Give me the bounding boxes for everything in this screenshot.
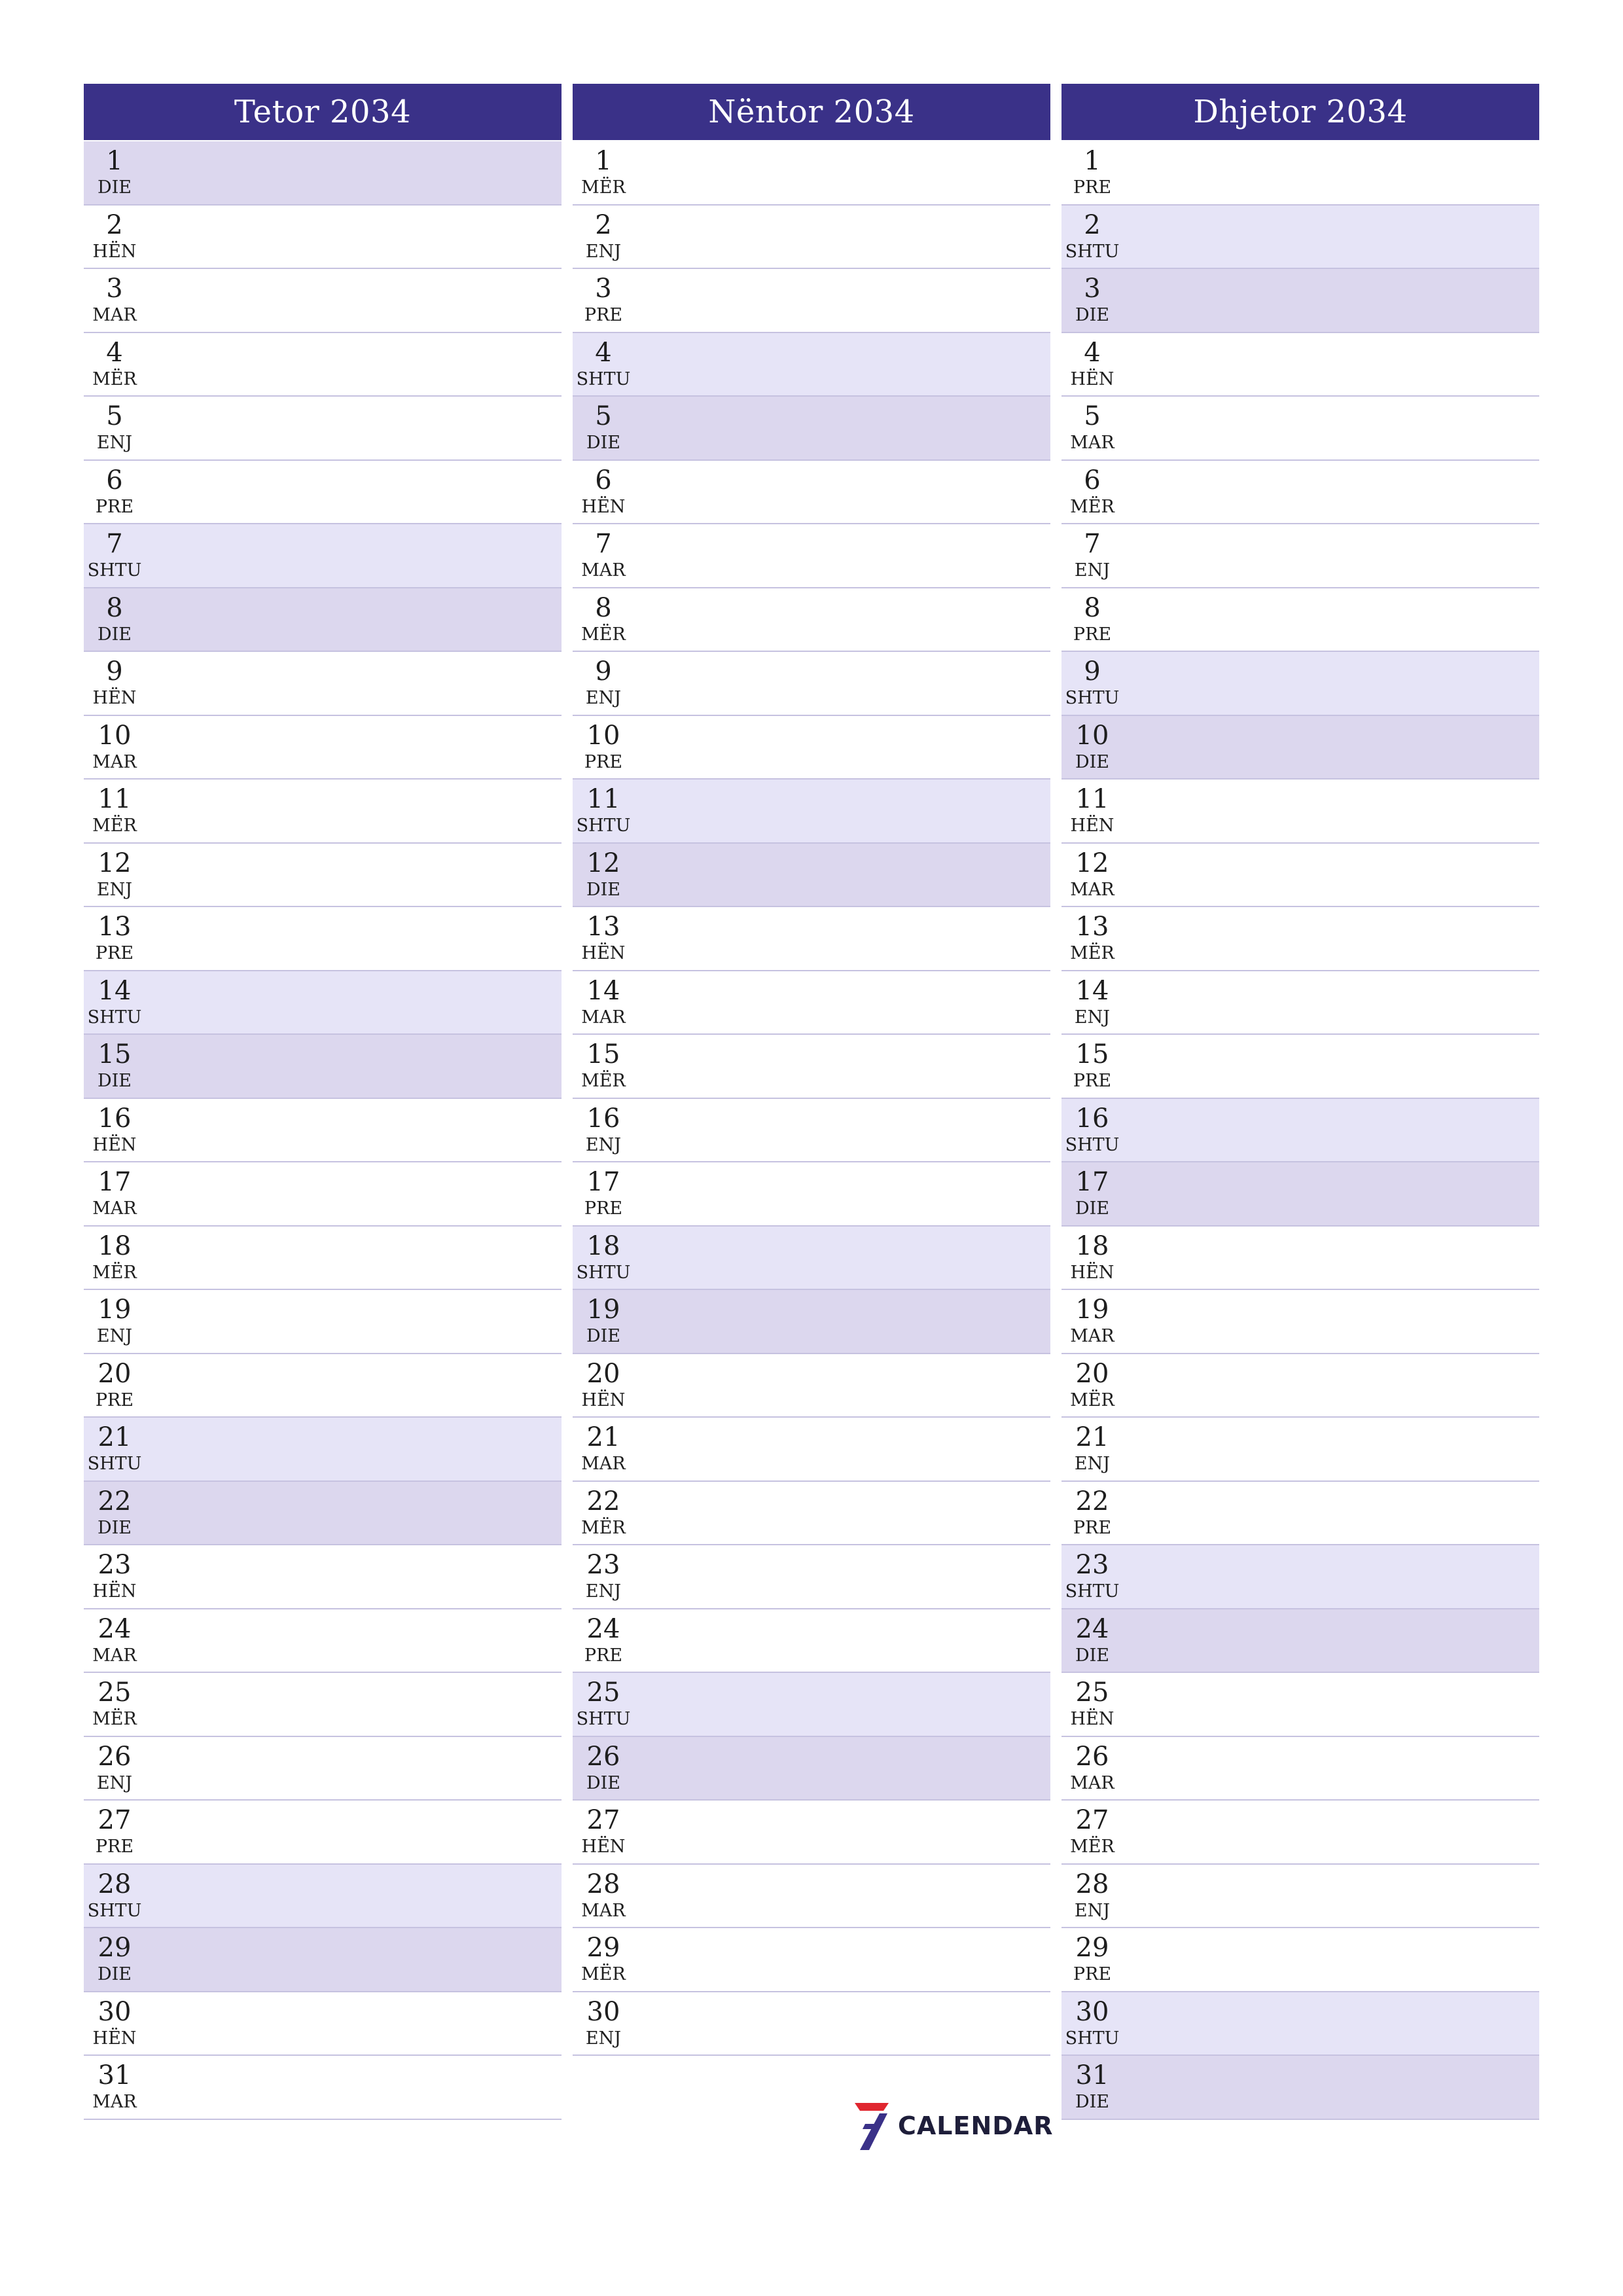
day-row: [1061, 1865, 1539, 1929]
day-name: HËN: [1070, 368, 1115, 389]
day-row: [84, 461, 562, 525]
day-number: 2: [106, 209, 123, 240]
day-row: [1061, 1545, 1539, 1609]
day-row: [84, 716, 562, 780]
day-number: 23: [586, 1550, 620, 1580]
day-name: MËR: [92, 1709, 137, 1729]
day-number: 31: [1075, 2060, 1109, 2090]
day-number: 5: [1084, 401, 1101, 431]
day-list: [84, 141, 562, 2120]
day-number: 19: [586, 1295, 620, 1325]
day-name: SHTU: [1065, 241, 1120, 262]
day-row: [573, 1227, 1050, 1291]
day-name: DIE: [586, 1772, 621, 1793]
day-row: [84, 206, 562, 270]
day-number: 27: [1075, 1805, 1109, 1835]
day-name: MËR: [1070, 1390, 1115, 1410]
day-name: ENJ: [1074, 1900, 1111, 1921]
day-number: 24: [98, 1613, 132, 1644]
day-name: MAR: [92, 1645, 137, 1666]
day-row: [573, 1035, 1050, 1099]
day-number: 26: [586, 1741, 620, 1772]
day-number: 25: [586, 1677, 620, 1708]
day-name: SHTU: [87, 1454, 142, 1474]
day-row: [1061, 1162, 1539, 1227]
day-number: 6: [595, 465, 612, 495]
day-number: 21: [98, 1422, 132, 1452]
day-row: [84, 907, 562, 971]
day-number: 8: [595, 592, 612, 623]
day-number: 3: [1084, 274, 1101, 304]
day-name: ENJ: [1074, 1007, 1111, 1028]
day-name: DIE: [1075, 1645, 1110, 1666]
day-number: 14: [586, 975, 620, 1006]
day-row: [84, 2056, 562, 2120]
day-name: MAR: [1070, 879, 1115, 900]
day-row: [573, 1609, 1050, 1674]
day-number: 18: [586, 1230, 620, 1261]
day-name: HËN: [92, 1134, 137, 1155]
month-october: [84, 84, 562, 2120]
brand-logo: [851, 2100, 1053, 2152]
day-row: [573, 1673, 1050, 1737]
day-number: 17: [98, 1167, 132, 1197]
month-december: [1061, 84, 1539, 2120]
day-name: MËR: [92, 368, 137, 389]
day-number: 22: [98, 1486, 132, 1516]
day-row: [1061, 1737, 1539, 1801]
day-row: [84, 1737, 562, 1801]
day-name: HËN: [581, 1390, 626, 1410]
day-row: [84, 1162, 562, 1227]
day-row: [1061, 1290, 1539, 1354]
day-name: MËR: [1070, 1837, 1115, 1857]
day-row: [84, 1354, 562, 1418]
day-row: [84, 780, 562, 844]
day-name: MAR: [1070, 1772, 1115, 1793]
day-number: 4: [106, 337, 123, 368]
day-row: [84, 1099, 562, 1163]
day-name: DIE: [1075, 751, 1110, 772]
day-name: SHTU: [87, 560, 142, 581]
day-row: [573, 1865, 1050, 1929]
day-number: 7: [1084, 529, 1101, 559]
day-row: [1061, 461, 1539, 525]
day-row: [84, 1290, 562, 1354]
day-number: 13: [1075, 912, 1109, 942]
day-row: [1061, 1928, 1539, 1992]
day-row: [1061, 588, 1539, 653]
day-name: DIE: [97, 1071, 132, 1091]
day-name: PRE: [95, 1837, 134, 1857]
day-name: MËR: [581, 1517, 626, 1538]
day-name: MAR: [581, 1007, 626, 1028]
day-row: [573, 1418, 1050, 1482]
day-name: ENJ: [1074, 560, 1111, 581]
day-row: [573, 1162, 1050, 1227]
day-name: SHTU: [576, 368, 631, 389]
day-row: [1061, 2056, 1539, 2120]
day-name: HËN: [92, 241, 137, 262]
day-row: [573, 333, 1050, 397]
day-number: 2: [1084, 209, 1101, 240]
day-number: 15: [586, 1039, 620, 1069]
day-row: [1061, 780, 1539, 844]
day-number: 20: [586, 1358, 620, 1389]
day-name: PRE: [584, 305, 623, 325]
day-row: [1061, 1801, 1539, 1865]
seven-logo-icon: [851, 2100, 891, 2151]
day-row: [84, 397, 562, 461]
day-number: 17: [1075, 1167, 1109, 1197]
day-name: DIE: [97, 1964, 132, 1984]
day-number: 24: [586, 1613, 620, 1644]
day-name: ENJ: [96, 879, 133, 900]
day-row: [1061, 1482, 1539, 1546]
day-name: SHTU: [576, 816, 631, 836]
day-number: 6: [1084, 465, 1101, 495]
day-row: [573, 397, 1050, 461]
day-row: [573, 1928, 1050, 1992]
day-name: SHTU: [87, 1007, 142, 1028]
day-list: [573, 141, 1050, 2056]
day-name: ENJ: [585, 1134, 622, 1155]
day-name: HËN: [581, 943, 626, 963]
day-number: 25: [98, 1677, 132, 1708]
day-number: 25: [1075, 1677, 1109, 1708]
day-row: [84, 1609, 562, 1674]
day-row: [84, 141, 562, 206]
day-name: MËR: [92, 816, 137, 836]
day-name: SHTU: [1065, 2028, 1120, 2049]
day-row: [1061, 1992, 1539, 2056]
day-row: [573, 269, 1050, 333]
day-row: [573, 141, 1050, 206]
day-name: PRE: [584, 1198, 623, 1219]
day-name: SHTU: [576, 1709, 631, 1729]
day-number: 3: [106, 274, 123, 304]
day-row: [1061, 1099, 1539, 1163]
day-row: [1061, 524, 1539, 588]
day-number: 9: [595, 656, 612, 687]
day-number: 8: [1084, 592, 1101, 623]
day-name: PRE: [95, 943, 134, 963]
day-name: DIE: [1075, 1198, 1110, 1219]
day-name: ENJ: [96, 1326, 133, 1346]
day-number: 4: [1084, 337, 1101, 368]
day-name: ENJ: [96, 433, 133, 453]
day-number: 30: [1075, 1996, 1109, 2027]
day-row: [1061, 397, 1539, 461]
day-row: [573, 844, 1050, 908]
day-number: 29: [586, 1933, 620, 1963]
day-name: DIE: [1075, 305, 1110, 325]
day-number: 16: [98, 1103, 132, 1134]
day-name: DIE: [586, 879, 621, 900]
month-title: Tetor 2034: [84, 84, 562, 140]
day-name: ENJ: [585, 1581, 622, 1602]
day-number: 7: [595, 529, 612, 559]
day-row: [84, 333, 562, 397]
day-row: [573, 1290, 1050, 1354]
day-number: 3: [595, 274, 612, 304]
day-name: PRE: [95, 1390, 134, 1410]
day-row: [573, 1801, 1050, 1865]
day-number: 10: [586, 720, 620, 751]
day-name: ENJ: [585, 241, 622, 262]
day-row: [1061, 1418, 1539, 1482]
day-number: 28: [1075, 1869, 1109, 1899]
day-row: [573, 780, 1050, 844]
day-number: 20: [98, 1358, 132, 1389]
day-name: MAR: [92, 2092, 137, 2112]
day-number: 29: [98, 1933, 132, 1963]
day-row: [573, 461, 1050, 525]
day-number: 23: [98, 1550, 132, 1580]
day-name: PRE: [1073, 1964, 1112, 1984]
month-title: Dhjetor 2034: [1061, 84, 1539, 140]
day-row: [1061, 333, 1539, 397]
day-number: 20: [1075, 1358, 1109, 1389]
day-number: 28: [98, 1869, 132, 1899]
day-number: 9: [1084, 656, 1101, 687]
day-row: [573, 1482, 1050, 1546]
day-name: MËR: [581, 1964, 626, 1984]
day-row: [573, 907, 1050, 971]
day-name: MAR: [92, 751, 137, 772]
day-name: HËN: [92, 1581, 137, 1602]
day-name: MËR: [92, 1262, 137, 1283]
day-number: 12: [586, 848, 620, 878]
day-row: [1061, 907, 1539, 971]
day-name: ENJ: [585, 688, 622, 708]
day-number: 10: [1075, 720, 1109, 751]
day-number: 22: [1075, 1486, 1109, 1516]
day-number: 4: [595, 337, 612, 368]
day-name: SHTU: [576, 1262, 631, 1283]
day-row: [573, 524, 1050, 588]
day-number: 17: [586, 1167, 620, 1197]
day-row: [1061, 269, 1539, 333]
day-name: MAR: [581, 1900, 626, 1921]
day-number: 24: [1075, 1613, 1109, 1644]
day-number: 12: [1075, 848, 1109, 878]
day-name: PRE: [1073, 177, 1112, 198]
day-number: 13: [98, 912, 132, 942]
day-row: [84, 844, 562, 908]
day-number: 11: [98, 784, 132, 814]
day-number: 11: [1075, 784, 1109, 814]
day-row: [84, 1227, 562, 1291]
day-number: 22: [586, 1486, 620, 1516]
day-name: DIE: [586, 433, 621, 453]
day-row: [573, 1099, 1050, 1163]
day-name: MËR: [581, 624, 626, 645]
day-row: [1061, 1035, 1539, 1099]
day-number: 16: [1075, 1103, 1109, 1134]
day-number: 10: [98, 720, 132, 751]
day-name: SHTU: [1065, 1581, 1120, 1602]
day-name: PRE: [1073, 1071, 1112, 1091]
day-row: [573, 1545, 1050, 1609]
day-row: [1061, 716, 1539, 780]
day-name: HËN: [581, 1837, 626, 1857]
day-row: [1061, 1609, 1539, 1674]
day-name: PRE: [1073, 624, 1112, 645]
day-name: MËR: [581, 1071, 626, 1091]
logo-text: CALENDAR: [898, 2111, 1054, 2140]
day-row: [84, 1418, 562, 1482]
day-name: HËN: [92, 2028, 137, 2049]
day-name: DIE: [586, 1326, 621, 1346]
day-name: PRE: [584, 1645, 623, 1666]
day-name: DIE: [1075, 2092, 1110, 2112]
day-row: [573, 206, 1050, 270]
day-row: [573, 588, 1050, 653]
day-row: [84, 652, 562, 716]
day-row: [84, 1992, 562, 2056]
day-name: SHTU: [1065, 1134, 1120, 1155]
day-name: DIE: [97, 177, 132, 198]
day-number: 30: [98, 1996, 132, 2027]
day-number: 2: [595, 209, 612, 240]
day-number: 23: [1075, 1550, 1109, 1580]
day-name: HËN: [1070, 816, 1115, 836]
day-number: 9: [106, 656, 123, 687]
day-number: 18: [1075, 1230, 1109, 1261]
day-name: SHTU: [87, 1900, 142, 1921]
day-row: [1061, 971, 1539, 1035]
day-number: 19: [1075, 1295, 1109, 1325]
day-name: MËR: [581, 177, 626, 198]
day-number: 8: [106, 592, 123, 623]
day-row: [84, 1865, 562, 1929]
day-name: ENJ: [96, 1772, 133, 1793]
day-name: MËR: [1070, 496, 1115, 517]
day-name: HËN: [1070, 1709, 1115, 1729]
day-number: 6: [106, 465, 123, 495]
day-row: [573, 1354, 1050, 1418]
day-name: MAR: [92, 1198, 137, 1219]
day-row: [84, 1928, 562, 1992]
day-number: 1: [1084, 146, 1101, 176]
day-number: 21: [586, 1422, 620, 1452]
day-number: 30: [586, 1996, 620, 2027]
day-number: 31: [98, 2060, 132, 2090]
day-number: 7: [106, 529, 123, 559]
day-row: [573, 1737, 1050, 1801]
day-number: 14: [1075, 975, 1109, 1006]
day-name: HËN: [92, 688, 137, 708]
day-row: [1061, 1354, 1539, 1418]
day-number: 27: [98, 1805, 132, 1835]
day-name: DIE: [97, 624, 132, 645]
day-number: 15: [98, 1039, 132, 1069]
day-number: 5: [106, 401, 123, 431]
day-row: [1061, 206, 1539, 270]
day-row: [1061, 1227, 1539, 1291]
day-name: HËN: [1070, 1262, 1115, 1283]
day-name: DIE: [97, 1517, 132, 1538]
day-number: 1: [595, 146, 612, 176]
month-title: Nëntor 2034: [573, 84, 1050, 140]
day-number: 13: [586, 912, 620, 942]
day-name: PRE: [95, 496, 134, 517]
day-row: [84, 269, 562, 333]
day-number: 21: [1075, 1422, 1109, 1452]
day-row: [573, 652, 1050, 716]
day-name: PRE: [584, 751, 623, 772]
day-row: [1061, 1673, 1539, 1737]
day-number: 5: [595, 401, 612, 431]
day-number: 18: [98, 1230, 132, 1261]
day-name: ENJ: [1074, 1454, 1111, 1474]
day-number: 27: [586, 1805, 620, 1835]
day-number: 29: [1075, 1933, 1109, 1963]
day-number: 26: [98, 1741, 132, 1772]
day-number: 14: [98, 975, 132, 1006]
day-name: MAR: [581, 560, 626, 581]
day-number: 12: [98, 848, 132, 878]
day-row: [84, 524, 562, 588]
day-row: [84, 1801, 562, 1865]
day-number: 1: [106, 146, 123, 176]
day-row: [1061, 844, 1539, 908]
day-row: [573, 971, 1050, 1035]
day-row: [84, 1545, 562, 1609]
day-number: 28: [586, 1869, 620, 1899]
day-row: [573, 716, 1050, 780]
day-list: [1061, 141, 1539, 2120]
day-name: PRE: [1073, 1517, 1112, 1538]
day-row: [573, 1992, 1050, 2056]
day-row: [84, 588, 562, 653]
day-name: MAR: [581, 1454, 626, 1474]
day-row: [1061, 652, 1539, 716]
day-name: MAR: [92, 305, 137, 325]
day-row: [84, 1035, 562, 1099]
day-row: [84, 971, 562, 1035]
day-number: 26: [1075, 1741, 1109, 1772]
day-name: SHTU: [1065, 688, 1120, 708]
day-row: [84, 1673, 562, 1737]
day-name: MAR: [1070, 433, 1115, 453]
day-number: 11: [586, 784, 620, 814]
day-number: 19: [98, 1295, 132, 1325]
day-name: HËN: [581, 496, 626, 517]
day-name: MAR: [1070, 1326, 1115, 1346]
day-row: [84, 1482, 562, 1546]
day-number: 16: [586, 1103, 620, 1134]
month-november: [573, 84, 1050, 2056]
day-name: ENJ: [585, 2028, 622, 2049]
day-number: 15: [1075, 1039, 1109, 1069]
day-name: MËR: [1070, 943, 1115, 963]
day-row: [1061, 141, 1539, 206]
